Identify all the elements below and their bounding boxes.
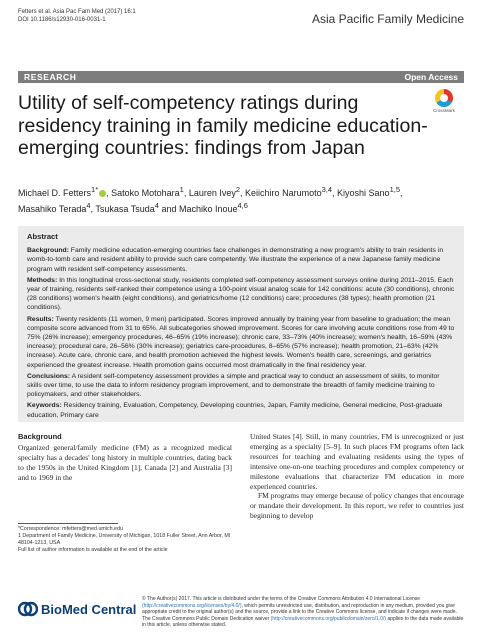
body-column-left — [18, 432, 232, 483]
crossmark-badge[interactable] — [424, 89, 464, 113]
author-name[interactable]: , Lauren Ivey — [183, 188, 236, 198]
doi-line[interactable]: DOI 10.1186/s12930-016-0031-1 — [18, 17, 106, 23]
correspondence-email[interactable]: *Correspondence: mfetters@med.umich.edu — [18, 526, 123, 532]
publisher-name: BioMed Central — [41, 602, 137, 617]
crossmark-icon — [435, 89, 453, 107]
crossmark-label: CrossMark — [433, 108, 455, 113]
journal-name: Asia Pacific Family Medicine — [311, 12, 464, 26]
article-type-label: RESEARCH — [24, 72, 77, 82]
section-heading: Background — [18, 432, 62, 441]
citation-line: Fetters et al. Asia Pac Fam Med (2017) 16:1 — [18, 9, 136, 15]
author-name[interactable]: , Kiyoshi Sano — [332, 188, 390, 198]
author-list — [18, 184, 464, 215]
waiver-link[interactable]: (http://creativecommons.org/publicdomain/zero/1.0/) — [270, 615, 387, 622]
author-name[interactable]: Masahiko Terada — [18, 203, 87, 214]
abstract-background: Background: Family medicine education-emerging countries face challenges in demonstrating a new program's ability to train residents in womb-to-tomb care and resident ability to provide such care competently. We illustrate the experience of a new Japanese family medicine program with resident self-competency assessments. — [27, 247, 444, 273]
author-name[interactable]: , Satoko Motohara — [106, 188, 180, 198]
abstract-heading: Abstract — [27, 232, 58, 241]
affiliation-note: 1 Department of Family Medicine, University of Michigan, 1018 Fuller Street, Ann Arbor, MI 48104-1213, USA — [18, 533, 231, 546]
author-affiliation: 4,6 — [237, 200, 248, 210]
author-name[interactable]: , Tsukasa Tsuda — [90, 203, 155, 214]
abstract-results: Results: Twenty residents (11 women, 9 men) participated. Scores improved annually by training year from baseline to graduation; the mean composite score advanced from 31 to 65%. All subcategories showed improvement. Scores for care involving acute conditions rose from 49 to 75% (26% increase); emergency procedures, 46–65% (19% increase); chronic care, 33–73% (40% increase); women's health, 16–59% (43% increase); procedural care, 26–56% (30% increase); geriatrics care-procedures, 8–65% (57% increase); health promotion, 21–63% (42% increase). Acute care, chronic care, and health promotion achieved the highest levels. Women's health care, screenings, and geriatrics experienced the greatest increase. Health promotion gains occurred most dramatically in the final residency year. — [27, 315, 455, 369]
author-affiliation: 4 — [86, 200, 91, 210]
author-affiliation: 4 — [154, 200, 159, 210]
open-access-label: Open Access — [404, 72, 458, 82]
author-affiliation: 1 — [179, 185, 184, 194]
author-affiliation: 1,5 — [389, 185, 401, 194]
article-type-banner — [18, 71, 464, 83]
author-affiliation: 1* — [91, 185, 99, 194]
author-name[interactable]: Michael D. Fetters — [18, 188, 92, 198]
article-title: Utility of self-competency ratings during residency training in family medicine education-emerging countries: findings from Japan — [18, 92, 428, 159]
author-affiliation: 2 — [235, 185, 241, 194]
abstract-methods: Methods: In this longitudinal cross-sectional study, residents completed self-competency assessment surveys online during 2011–2015. Each year of training, residents self-ranked their competence using a 100-point visual analog scale for 142 conditions: acute (30 conditions), chronic (28 conditions) women's health (eight conditions), and geriatrics/home (12 conditions) care; procedures (38 types); health promotion (21 conditions). — [27, 276, 455, 312]
biomed-central-logo-icon — [18, 600, 38, 618]
author-name[interactable]: and Machiko Inoue — [158, 203, 238, 214]
abstract-box — [18, 226, 464, 422]
body-column-right — [250, 432, 464, 521]
author-info-note: Full list of author information is available at the end of the article — [18, 547, 168, 553]
publisher-logo — [18, 597, 138, 623]
abstract-conclusions: Conclusions: A resident self-competency assessment provides a simple and practical way to conduct an assessment of skills, to monitor skills over time, to use the data to inform residency program improvement, and to demonstrate the breadth of family medicine training to policymakers, and other stakeholders. — [27, 372, 440, 399]
license-text: © The Author(s) 2017. This article is distributed under the terms of the Creative Commons Attribution 4.0 International License (http://creativecommons.org/licenses/by/4.0/), which permits unrestricted use, distribution, and reproduction in any medium, provided you give appropriate credit to the original author(s) and the source, provide a link to the Creative Commons license, and indicate if changes were made. The Creative Commons Public Domain Dedication waiver (http://creativecommons.org/publicdomain/zero/1.0/) applies to the data made available in this article, unless otherwise stated. — [142, 596, 464, 628]
author-separator: , — [400, 188, 403, 198]
body-paragraph: FM programs may emerge because of policy changes that encourage or mandate their development. In this report, we refer to countries just beginning to develop — [250, 491, 464, 521]
license-link[interactable]: (http://creativecommons.org/licenses/by/4.0/) — [142, 602, 242, 609]
citation-block — [18, 8, 136, 24]
author-affiliation: 3,4 — [321, 185, 333, 194]
body-paragraph: United States [4]. Still, in many countries, FM is unrecognized or just emerging as a specialty [5–9]. In such places FM programs often lack resources for teaching and evaluating residents using the types of intensive one-on-one teaching procedures and complex competency or milestone evaluations that characterize FM education in more experienced countries. — [250, 432, 464, 491]
footnote — [18, 526, 232, 554]
author-name[interactable]: , Keiichiro Narumoto — [240, 188, 322, 198]
abstract-keywords: Keywords: Residency training, Evaluation, Competency, Developing countries, Japan, Family medicine, General medicine, Post-graduate education, Primary care — [27, 402, 443, 419]
footnote-divider — [18, 523, 118, 524]
body-paragraph: Organized general/family medicine (FM) as a recognized medical specialty has a decades' long history in multiple countries, dating back to the 1950s in the United Kingdom [1], Canada [2] and Australia [3] and to 1969 in the — [18, 442, 232, 482]
